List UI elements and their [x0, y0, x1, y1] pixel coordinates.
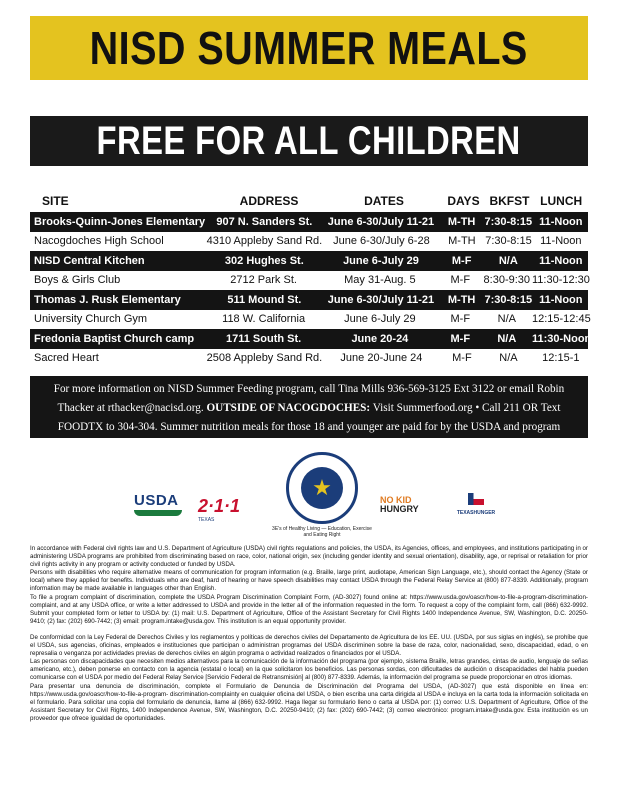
cell-site: NISD Central Kitchen: [34, 254, 145, 267]
cell-site: Fredonia Baptist Church camp: [34, 332, 195, 345]
header-site: SITE: [42, 194, 69, 208]
header-days: DAYS: [447, 194, 480, 208]
cell-dates: June 6-July 29: [343, 254, 419, 267]
cell-days: M-TH: [447, 293, 476, 306]
cell-days: M-F: [450, 313, 471, 326]
cell-lunch: 12:15-12:45: [531, 313, 591, 326]
cell-dates: June 6-30/July 11-21: [327, 215, 435, 228]
cell-bkfst: 8:30-9:30: [483, 274, 531, 287]
texas-flag-icon: [468, 493, 484, 505]
cell-address: 1711 South St.: [226, 332, 302, 345]
legal-paragraph: To file a program complaint of discrimination, complete the USDA Program Discrimination Complaint Form, (AD-3027) found online at: https://www.usda.gov/oascr/how-to-file-a-program-discrimination-complaint, and at any USDA office, or write a letter addressed to USDA and provide in the letter all of the information requested in the form. To request a copy of the complaint form, call (866) 632-9992. Submit your completed form or letter to USDA by: (1) mail: U.S. Department of Agriculture, Office of the Assistant Secretary for Civil Rights 1400 Independence Avenue, SW, Washington, D.C. 20250-9410; (2) fax: (202) 690-7442; (3) email: program.intake@usda.gov. This institution is an equal opportunity provider.: [30, 593, 588, 625]
table-row: [30, 232, 588, 252]
cell-site: Brooks-Quinn-Jones Elementary: [34, 215, 206, 228]
cell-address: 2712 Park St.: [230, 274, 297, 287]
no-kid-hungry-logo: NO KID HUNGRY: [380, 495, 419, 514]
table-row: [30, 290, 588, 310]
cell-site: Sacred Heart: [34, 352, 99, 365]
cell-site: Thomas J. Rusk Elementary: [34, 293, 181, 306]
table-header: [30, 190, 588, 212]
cell-lunch: 11-Noon: [540, 235, 582, 248]
star-icon: ★: [301, 467, 343, 509]
header-address: ADDRESS: [239, 194, 299, 208]
cell-dates: June 6-July 29: [344, 313, 416, 326]
cell-lunch: 11-Noon: [539, 293, 583, 306]
cell-lunch: 11-Noon: [539, 215, 583, 228]
table-row: [30, 212, 588, 232]
cell-days: M-F: [450, 274, 471, 287]
cell-lunch: 11:30-Noon: [531, 332, 592, 345]
cell-lunch: 11:30-12:30: [531, 274, 590, 287]
legal-paragraph: Persons with disabilities who require alternative means of communication for program information (e.g. Braille, large print, audiotape, American Sign Language, etc.), should contact the Agency (State or local) where they applied for benefits. Individuals who are deaf, hard of hearing or have speech disabilities may contact USDA through the Federal Relay Service at (800) 877-8339. Additionally, program information may be made available in languages other than English.: [30, 569, 588, 593]
cell-dates: May 31-Aug. 5: [344, 274, 416, 287]
texas-211-logo: 2·1·1 TEXAS: [198, 496, 241, 523]
cell-site: University Church Gym: [34, 313, 148, 326]
usda-swoosh-icon: [134, 510, 182, 516]
cell-dates: June 6-30/July 11-21: [327, 293, 435, 306]
cell-address: 2508 Appleby Sand Rd.: [206, 352, 323, 365]
cell-dates: June 20-24: [351, 332, 409, 345]
info-text: For more information on NISD Summer Feeding program, call Tina Mills 936-569-3125 Ext 3122 or email Robin Thacker at rthacker@nacisd.org.: [53, 383, 565, 414]
cell-address: 907 N. Sanders St.: [216, 215, 313, 228]
info-bold: OUTSIDE OF NACOGDOCHES:: [206, 402, 371, 414]
subtitle-banner: [30, 116, 588, 166]
header-dates: DATES: [364, 194, 404, 208]
cell-days: M-TH: [448, 235, 476, 248]
legal-paragraph: De conformidad con la Ley Federal de Derechos Civiles y los reglamentos y políticas de derechos civiles del Departamento de Agricultura de los EE. UU. (USDA, por sus siglas en inglés), se prohíbe que el USDA, sus agencias, oficinas, empleados e instituciones que participan o administran programas del USDA discriminen sobre la base de raza, color, nacionalidad, sexo, discapacidad, edad, o en represalia o venganza por actividades previas de derechos civiles en algún programa o actividad realizados o financiados por el USDA.: [30, 633, 588, 658]
header-lunch: LUNCH: [540, 194, 583, 208]
cell-address: 118 W. California: [222, 313, 306, 326]
info-text-2: Visit Summerfood.org • Call 211 OR Text FOODTX to 304-304. Summer nutrition meals for those 18 and younger are paid for by the USDA and program sponsors.: [57, 402, 561, 452]
info-box: [30, 376, 588, 452]
cell-bkfst: 7:30-8:15: [484, 215, 533, 228]
department-seal-logo: [286, 452, 358, 524]
logos-row: [30, 452, 588, 542]
table-row: [30, 349, 588, 369]
cell-site: Boys & Girls Club: [34, 274, 121, 287]
table-row: [30, 251, 588, 271]
cell-days: M-F: [451, 254, 472, 267]
legal-paragraph: Las personas con discapacidades que necesiten medios alternativos para la comunicación de la información del programa (por ejemplo, sistema Braille, letras grandes, cintas de audio, lenguaje de señas americano, etc.), deben ponerse en contacto con la agencia (estatal o local) en la que solicitaron los beneficios. Las personas sordas, con dificultades de audición o discapacidades del habla pueden comunicarse con el USDA por medio del Federal Relay Service [Servicio Federal de Retransmisión] al (800) 877-8339. Además, la información del programa se puede proporcionar en otros idiomas.: [30, 658, 588, 682]
cell-days: M-F: [450, 332, 471, 345]
cell-site: Nacogdoches High School: [34, 235, 164, 248]
usda-logo: USDA: [134, 492, 182, 522]
cell-dates: June 20-June 24: [340, 352, 423, 365]
cell-lunch: 11-Noon: [539, 254, 583, 267]
page-subtitle: FREE FOR ALL CHILDREN: [96, 118, 522, 163]
page-title: NISD SUMMER MEALS: [89, 22, 529, 74]
cell-bkfst: 7:30-8:15: [484, 293, 533, 306]
cell-address: 511 Mound St.: [227, 293, 302, 306]
cell-dates: June 6-30/July 6-28: [333, 235, 430, 248]
table-row: [30, 310, 591, 330]
legal-statement: [30, 545, 588, 723]
legal-paragraph: In accordance with Federal civil rights law and U.S. Department of Agriculture (USDA) civil rights regulations and policies, the USDA, its Agencies, offices, and employees, and institutions participating in or administering USDA programs are prohibited from discriminating based on race, color, national origin, sex (including gender identity and sexual orientation), disability, age, or reprisal or retaliation for prior civil rights activity in any program or activity conducted or funded by USDA.: [30, 545, 588, 569]
cell-bkfst: N/A: [497, 332, 517, 345]
legal-paragraph: Para presentar una denuncia de discriminación, complete el Formulario de Denuncia de Discriminación del Programa del USDA, (AD-3027) que está disponible en línea en: https://www.usda.gov/oascr/how-to-file-a-program- discrimination-complainty en cualquier oficina del USDA, o bien escriba una carta dirigida al USDA e incluya en la carta toda la información solicitada en el formulario. Para solicitar una copia del formulario de denuncia, llame al (866) 632-9992. Haga llegar su formulario lleno o carta al USDA por: (1) correo: U.S. Department of Agriculture, Office of the Assistant Secretary for Civil Rights, 1400 Independence Avenue, SW, Washington, D.C. 20250-9410; (2) fax: (202) 690-7442; (3) correo electrónico: program.intake@usda.gov. Esta institución es un proveedor que ofrece igualdad de oportunidades.: [30, 682, 588, 722]
table-row: [30, 271, 588, 291]
title-banner: [30, 16, 588, 80]
cell-address: 302 Hughes St.: [224, 254, 304, 267]
texas-hunger-logo: TEXASHUNGER: [448, 492, 504, 526]
seal-caption: 3E's of Healthy Living — Education, Exercise and Eating Right: [272, 526, 372, 538]
cell-bkfst: N/A: [499, 352, 518, 365]
sites-table: [30, 190, 592, 368]
cell-address: 4310 Appleby Sand Rd.: [206, 235, 323, 248]
cell-days: M-TH: [447, 215, 476, 228]
cell-bkfst: 7:30-8:15: [485, 235, 532, 248]
cell-lunch: 12:15-1: [542, 352, 580, 365]
table-row: [30, 329, 592, 349]
cell-bkfst: N/A: [498, 254, 518, 267]
cell-bkfst: N/A: [497, 313, 516, 326]
header-bkfst: BKFST: [489, 194, 530, 208]
cell-days: M-F: [452, 352, 472, 365]
